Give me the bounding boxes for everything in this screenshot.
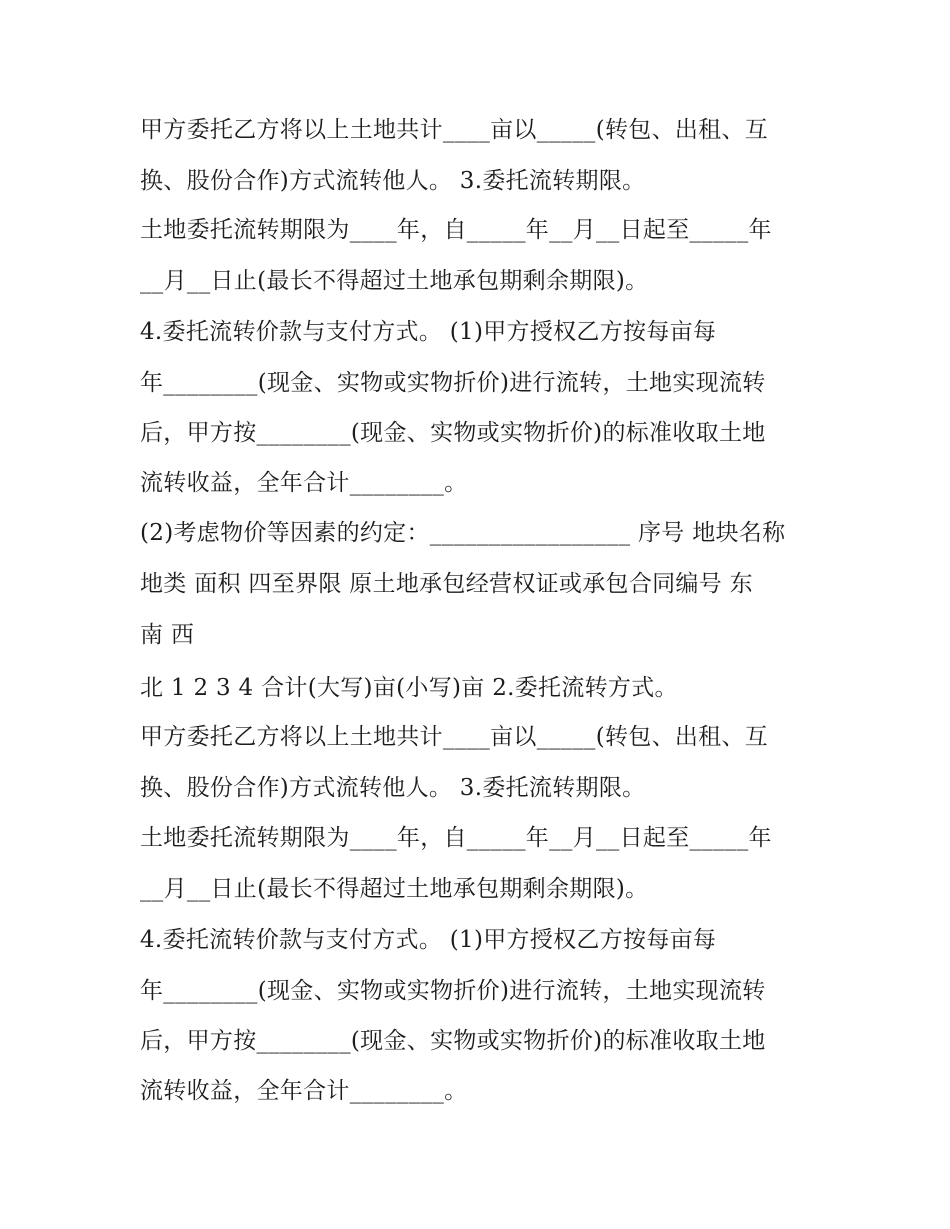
text-line: 地类 面积 四至界限 原土地承包经营权证或承包合同编号 东 (140, 571, 753, 597)
text-line: 土地委托流转期限为____年，自_____年__月__日起至_____年 (140, 217, 772, 243)
text-line: 换、股份合作)方式流转他人。 3.委托流转期限。 (140, 168, 646, 194)
text-line: 甲方委托乙方将以上土地共计____亩以_____(转包、出租、互 (140, 117, 769, 143)
text-line: 流转收益，全年合计________。 (140, 1078, 468, 1104)
text-line: 土地委托流转期限为____年，自_____年__月__日起至_____年 (140, 825, 772, 851)
text-line: 4.委托流转价款与支付方式。 (1)甲方授权乙方按每亩每 (140, 319, 717, 345)
text-line: __月__日止(最长不得超过土地承包期剩余期限)。 (140, 268, 649, 294)
text-line: 流转收益，全年合计________。 (140, 470, 468, 496)
text-line: 换、股份合作)方式流转他人。 3.委托流转期限。 (140, 775, 646, 801)
text-line: 南 西 (140, 622, 195, 648)
text-line: (2)考虑物价等因素的约定：_________________ 序号 地块名称 (140, 520, 786, 546)
text-line: 后，甲方按________(现金、实物或实物折价)的标准收取土地 (140, 420, 766, 446)
text-line: 年________(现金、实物或实物折价)进行流转，土地实现流转 (140, 978, 766, 1004)
text-line: __月__日止(最长不得超过土地承包期剩余期限)。 (140, 876, 649, 902)
text-line: 北 1 2 3 4 合计(大写)亩(小写)亩 2.委托流转方式。 (140, 675, 678, 701)
text-line: 年________(现金、实物或实物折价)进行流转，土地实现流转 (140, 370, 766, 396)
text-line: 4.委托流转价款与支付方式。 (1)甲方授权乙方按每亩每 (140, 927, 717, 953)
text-line: 甲方委托乙方将以上土地共计____亩以_____(转包、出租、互 (140, 724, 769, 750)
text-line: 后，甲方按________(现金、实物或实物折价)的标准收取土地 (140, 1028, 766, 1054)
